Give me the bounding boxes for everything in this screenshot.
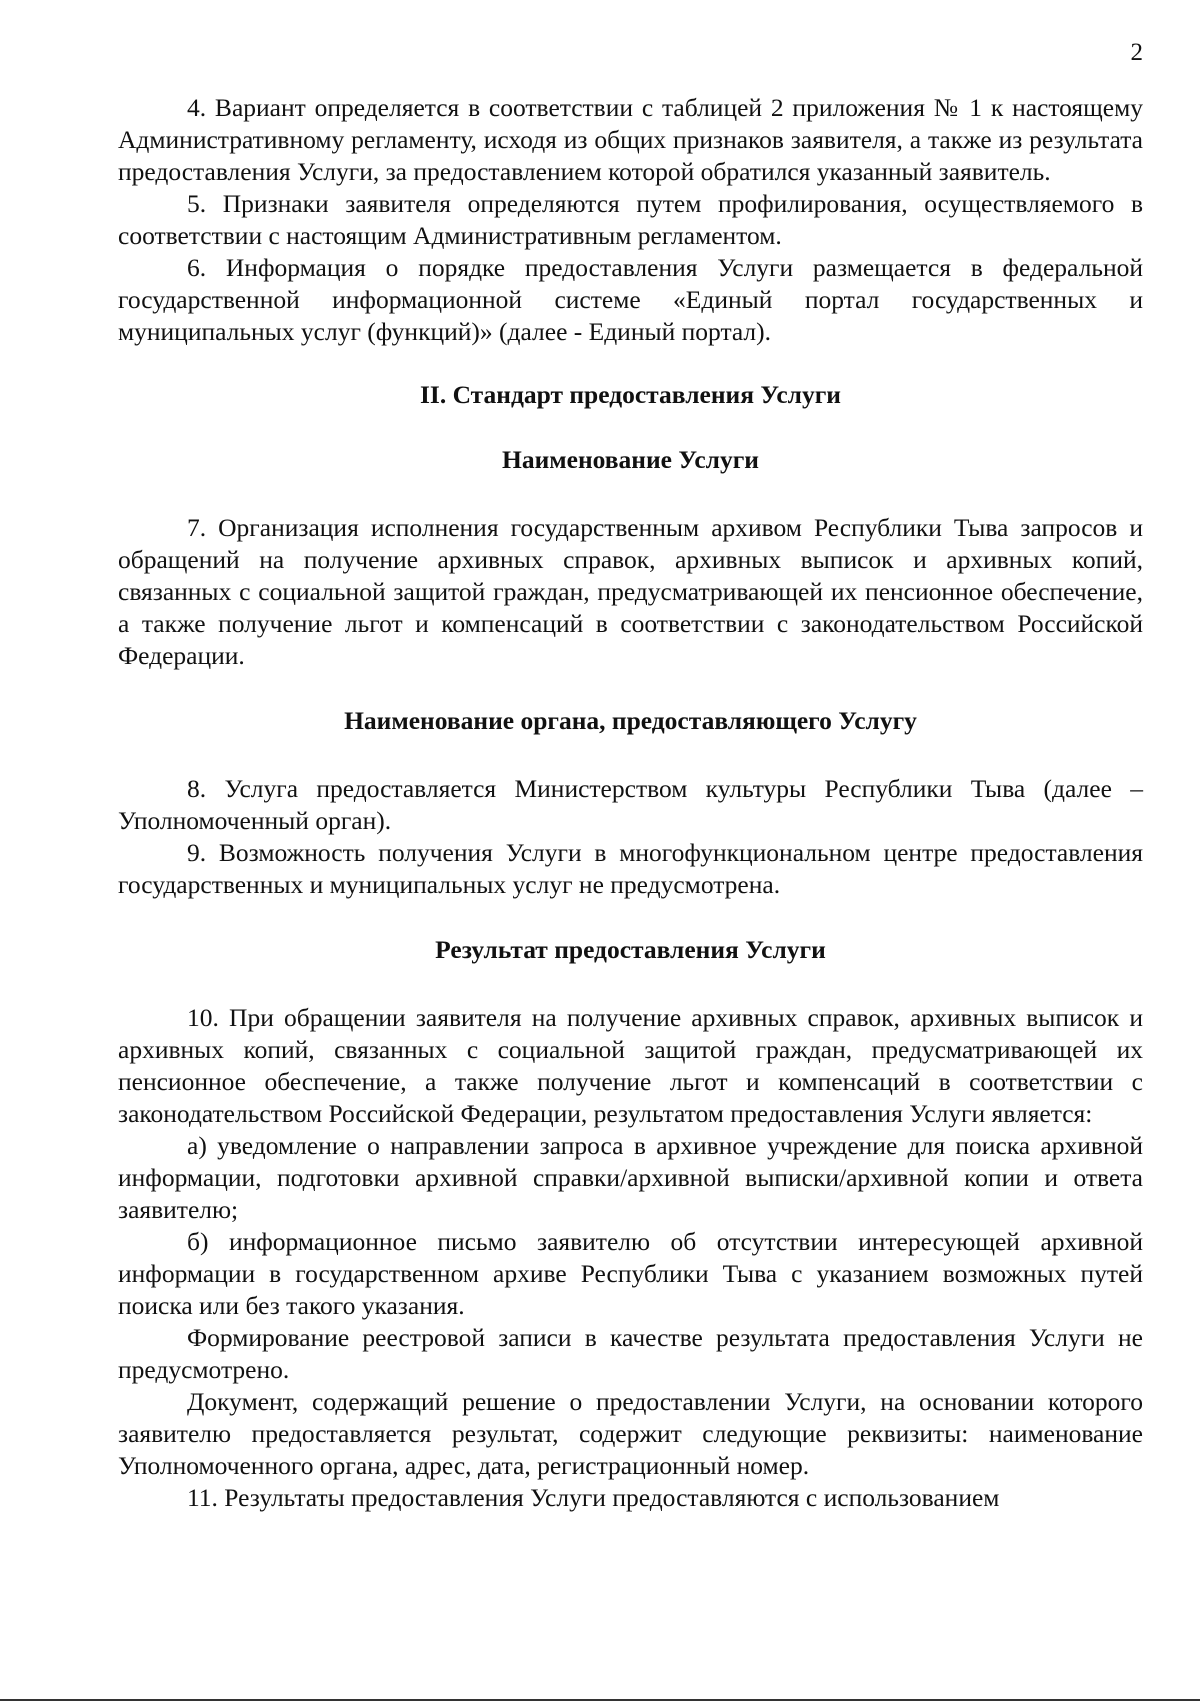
page-bottom-edge — [0, 1699, 1200, 1701]
section-heading-standard: II. Стандарт предоставления Услуги — [420, 380, 841, 409]
paragraph-11: 11. Результаты предоставления Услуги предоставляются с использованием — [187, 1483, 1000, 1512]
page-number: 2 — [1130, 39, 1143, 66]
paragraph-7: 7. Организация исполнения государственным архивом Республики Тыва запросов и обращений на получение архивных справок, архивных выписок и архивных копий, связанных с социальной защитой граждан, предусматривающей их пенсионное обеспечение, а также получение льгот и компенсаций в соответствии с законодательством Российской Федерации. — [118, 513, 1143, 670]
document-body — [118, 92, 1143, 1514]
paragraph-9: 9. Возможность получения Услуги в многофункциональном центре предоставления государственных и муниципальных услуг не предусмотрена. — [118, 838, 1143, 899]
paragraph-10a: а) уведомление о направлении запроса в архивное учреждение для поиска архивной информации, подготовки архивной справки/архивной выписки/архивной копии и ответа заявителю; — [118, 1131, 1143, 1224]
heading-authority-name: Наименование органа, предоставляющего Услугу — [344, 706, 917, 735]
paragraph-4: 4. Вариант определяется в соответствии с таблицей 2 приложения № 1 к настоящему Административному регламенту, исходя из общих признаков заявителя, а также из результата предоставления Услуги, за предоставлением которой обратился указанный заявитель. — [118, 93, 1143, 186]
paragraph-5: 5. Признаки заявителя определяются путем профилирования, осуществляемого в соответствии с настоящим Административным регламентом. — [118, 189, 1143, 250]
paragraph-6: 6. Информация о порядке предоставления Услуги размещается в федеральной государственной информационной системе «Единый портал государственных и муниципальных услуг (функций)» (далее - Единый портал). — [118, 253, 1143, 346]
paragraph-registry: Формирование реестровой записи в качестве результата предоставления Услуги не предусмотрено. — [118, 1323, 1143, 1384]
paragraph-10b: б) информационное письмо заявителю об отсутствии интересующей архивной информации в государственном архиве Республики Тыва с указанием возможных путей поиска или без такого указания. — [118, 1227, 1143, 1320]
heading-result: Результат предоставления Услуги — [435, 935, 826, 964]
paragraph-document: Документ, содержащий решение о предоставлении Услуги, на основании которого заявителю предоставляется результат, содержит следующие реквизиты: наименование Уполномоченного органа, адрес, дата, регистрационный номер. — [118, 1387, 1143, 1480]
paragraph-8: 8. Услуга предоставляется Министерством культуры Республики Тыва (далее – Уполномоченный орган). — [118, 774, 1143, 835]
paragraph-10: 10. При обращении заявителя на получение архивных справок, архивных выписок и архивных копий, связанных с социальной защитой граждан, предусматривающей их пенсионное обеспечение, а также получение льгот и компенсаций в соответствии с законодательством Российской Федерации, результатом предоставления Услуги является: — [118, 1003, 1143, 1128]
heading-service-name: Наименование Услуги — [502, 445, 759, 474]
